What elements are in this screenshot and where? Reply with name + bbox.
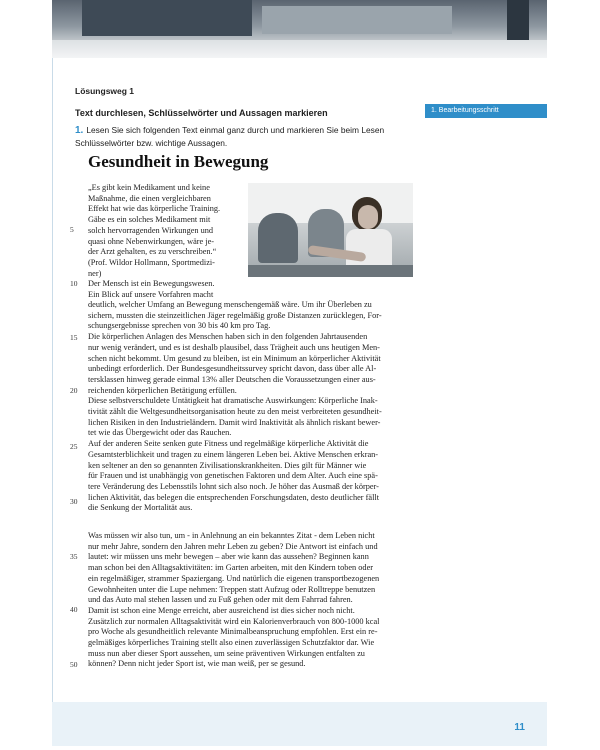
article-line: deutlich, welcher Umfang an Bewegung menschengemäß wäre. Um ihr Überleben zu: [88, 300, 372, 309]
article-line: Ein Blick auf unsere Vorfahren macht: [88, 290, 214, 300]
article-line: tersklassen hinweg gerade einmal 13% aller Deutschen die Voraussetzungen einer aus-: [88, 374, 376, 384]
article-line: muss nun aber dieser Sport aussehen, um seine präventiven Wirkungen entfalten zu: [88, 648, 365, 658]
article-paragraph-3: [88, 531, 430, 670]
article-paragraph-1: [88, 183, 248, 301]
article-line: schungsergebnisse sprechen von 30 bis 40 km pro Tag.: [88, 321, 271, 331]
article-line: ner): [88, 268, 102, 278]
article-line: schen nicht bekommt. Um gesund zu bleiben, ist ein Minimum an körperlicher Aktivität: [88, 353, 381, 363]
article-line: Maßnahme, die einen vergleichbaren: [88, 193, 211, 203]
step-badge: [425, 104, 547, 118]
page-number: 11: [514, 722, 525, 733]
line-number: 5: [70, 225, 74, 234]
line-number: 25: [70, 442, 78, 451]
task-line-2: Schlüsselwörter bzw. wichtige Aussagen.: [75, 138, 228, 148]
article-line: Die körperlichen Anlagen des Menschen haben sich in den folgenden Jahrtausenden: [88, 332, 368, 342]
page-frame-line: [52, 58, 53, 708]
line-number: 10: [70, 279, 78, 288]
article-line: für Frauen und ist unabhängig von genetischen Faktoren und dem Alter. Auch eine spä-: [88, 471, 378, 481]
article-line: Gäbe es ein solches Medikament mit: [88, 215, 211, 225]
article-title: Gesundheit in Bewegung: [88, 152, 269, 171]
article-line: Gesamtsterblichkeit und tragen zu einem längeren Leben bei. Aktive Menschen erkran-: [88, 449, 379, 459]
article-line: Auf der anderen Seite senken gute Fitness und regelmäßige körperliche Aktivität die: [88, 439, 369, 449]
article-line: lichen Aktivität, das belegen die entsprechenden Forschungsdaten, desto deutlicher fällt: [88, 492, 379, 502]
line-number: 15: [70, 333, 78, 342]
section-kicker: Lösungsweg 1: [75, 86, 135, 96]
article-line: lichen Risiken in den Industrieländern. Damit wird Inaktivität als ähnlich riskant bewer-: [88, 417, 381, 427]
article-line: Gewohnheiten unter die Lupe nehmen: Treppen statt Aufzug oder Rolltreppe benutzen: [88, 584, 376, 594]
article-line: Der Mensch ist ein Bewegungswesen.: [88, 279, 215, 289]
step-badge-label: 1. Bearbeitungsschritt: [431, 107, 499, 114]
article-line: Effekt hat wie das körperliche Training.: [88, 204, 221, 214]
line-number: 40: [70, 605, 78, 614]
article-line: können? Denn nicht jeder Sport ist, wie man weiß, per se gesund.: [88, 659, 306, 669]
article-line: reichenden körperlichen Betätigung erfüllen.: [88, 385, 237, 395]
header-photo: [52, 0, 547, 58]
section-subhead: Text durchlesen, Schlüsselwörter und Aussagen markieren: [75, 108, 328, 118]
article-line: man schon bei den Alltagsaktivitäten: im Garten arbeiten, mit den Kindern toben oder: [88, 563, 374, 573]
line-number: 35: [70, 552, 78, 561]
article-line: quasi ohne Nebenwirkungen, wäre je-: [88, 236, 215, 246]
article-line: der Arzt gehalten, es zu verschreiben.“: [88, 247, 217, 257]
fitness-photo: [248, 183, 413, 277]
article-line: (Prof. Wildor Hollmann, Sportmedizi-: [88, 257, 215, 267]
article-line: ken seltener an den so genannten Zivilisationskrankheiten. Dies gilt für Männer wie: [88, 460, 367, 470]
article-line: unbedingt erforderlich. Der Bundesgesundheitssurvey spricht davon, dass über alle Al-: [88, 364, 377, 374]
task-instruction: [75, 124, 425, 149]
line-number: 50: [70, 660, 78, 669]
task-number: 1.: [75, 125, 84, 136]
article-line: „Es gibt kein Medikament und keine: [88, 183, 210, 192]
article-line: Damit ist schon eine Menge erreicht, aber ausreichend ist dies sicher noch nicht.: [88, 605, 355, 615]
article-line: nur wenig verändert, und es ist deshalb plausibel, dass Trägheit auch uns heutigen Men-: [88, 342, 380, 352]
article-line: tere Veränderung des Lebensstils lohnt sich also noch. Je höher das Ausmaß der körper-: [88, 481, 379, 491]
task-line-1: Lesen Sie sich folgenden Text einmal ganz durch und markieren Sie beim Lesen: [86, 125, 385, 135]
page-footer: [52, 702, 547, 746]
article-line: Zusätzlich zur normalen Alltagsaktivität wird ein Kalorienverbrauch von 800-1000 kcal: [88, 616, 380, 626]
article-line: solch hervorragenden Wirkungen und: [88, 225, 214, 235]
article-line: die Senkung der Mortalität aus.: [88, 503, 193, 513]
article-line: und das Auto mal stehen lassen und zu Fuß gehen oder mit dem Fahrrad fahren.: [88, 595, 353, 605]
article-line: Was müssen wir also tun, um - in Anlehnung an ein bekanntes Zitat - dem Leben nicht: [88, 531, 375, 540]
line-number: 30: [70, 497, 78, 506]
article-line: lautet: wir müssen uns mehr bewegen – aber wie kann das aussehen? Beginnen kann: [88, 552, 369, 562]
article-line: gelmäßiges körperliches Training stellt also einen zuverlässigen Schutzfaktor dar. Wie: [88, 638, 375, 648]
article-line: pro Woche als gesundheitlich relevante Minimalbeanspruchung empfohlen. Erst ein re-: [88, 627, 378, 637]
article-paragraph-2: [88, 300, 430, 514]
article-line: sichern, mussten die steinzeitlichen Jäger regelmäßig große Distanzen zurücklegen, For-: [88, 310, 382, 320]
article-line: tivität zählt die Weltgesundheitsorganisation heute zu den meist verbreiteten gesundheit-: [88, 407, 382, 417]
article-line: nur mehr Jahre, sondern den Jahren mehr Leben zu geben? Die Antwort ist einfach und: [88, 541, 378, 551]
line-number: 20: [70, 386, 78, 395]
article-line: tet wie das Übergewicht oder das Rauchen.: [88, 428, 232, 438]
article-line: ein regelmäßiger, strammer Spaziergang. Und natürlich die eigenen transportbezogenen: [88, 573, 380, 583]
article-line: Diese selbstverschuldete Untätigkeit hat dramatische Auswirkungen: Körperliche Inak-: [88, 396, 378, 406]
